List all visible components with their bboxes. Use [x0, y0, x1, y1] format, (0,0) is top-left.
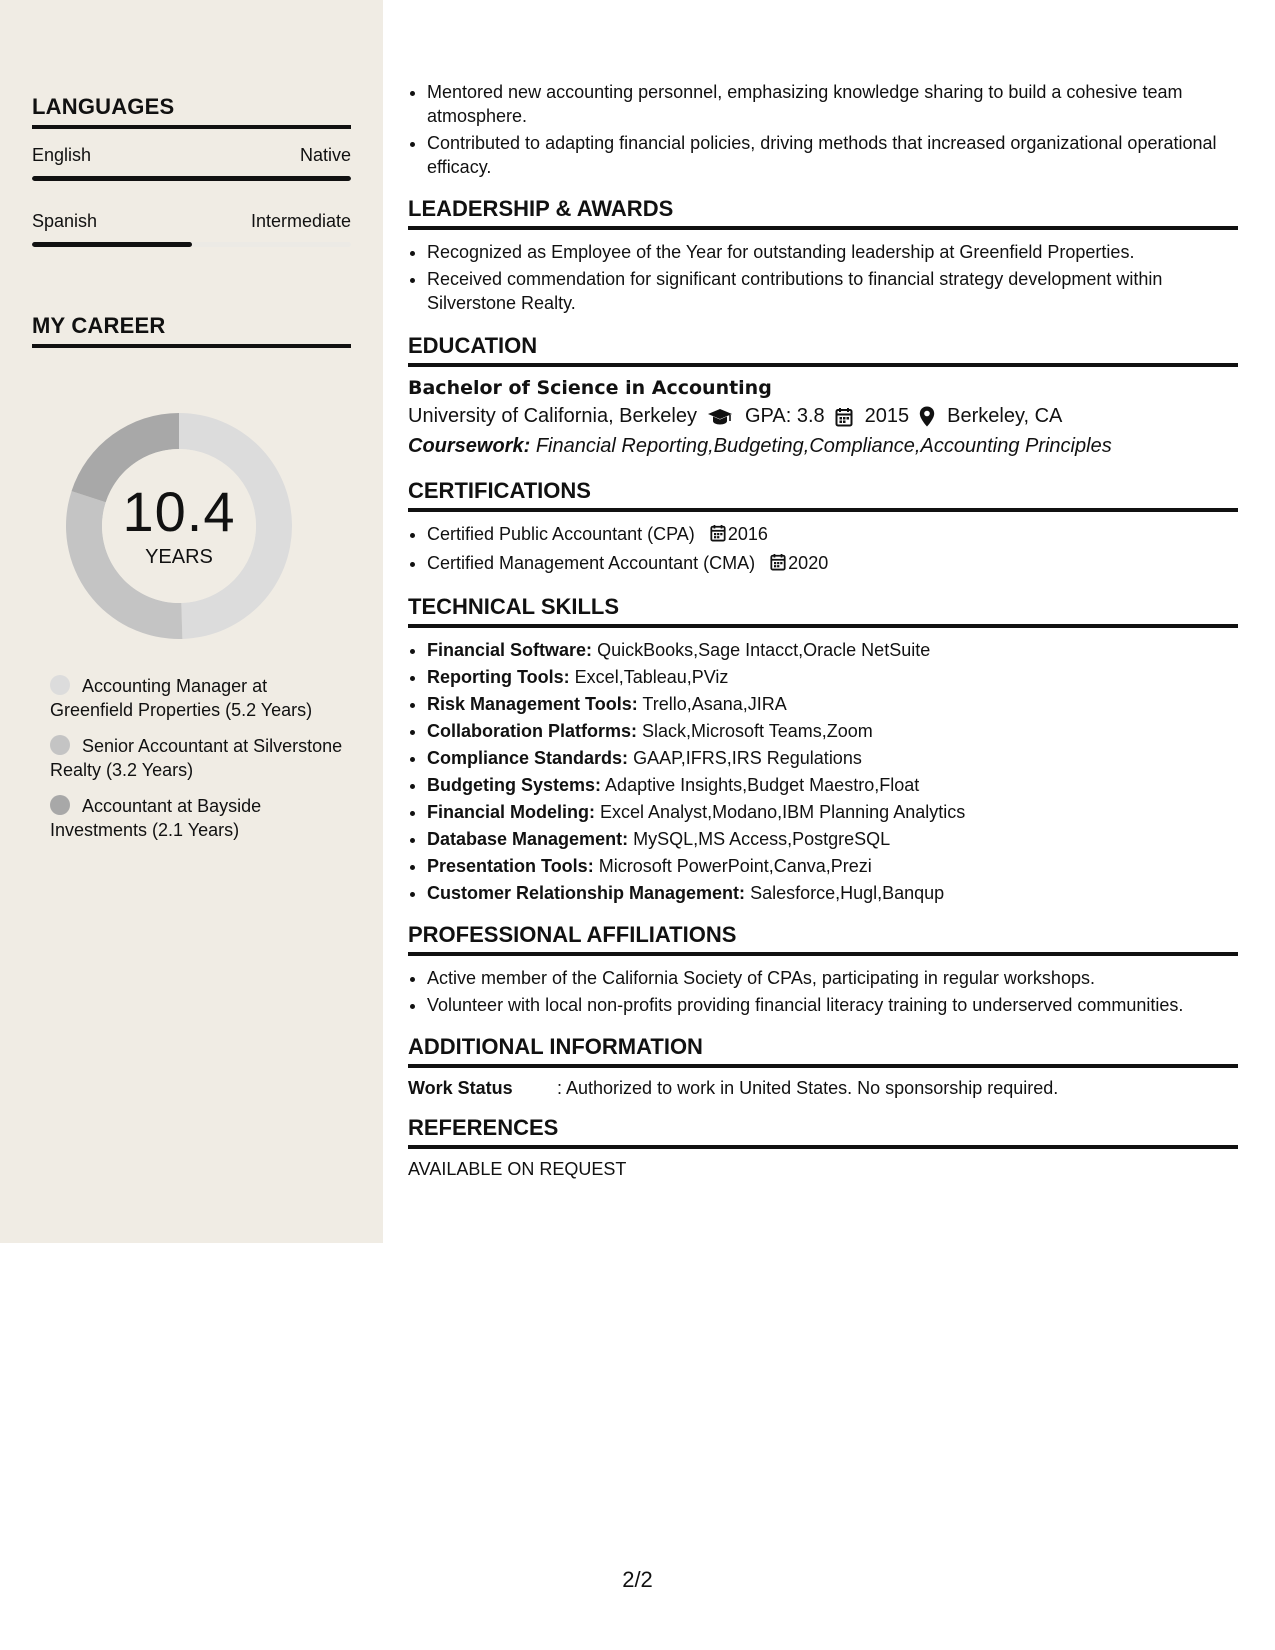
leadership-item: • Received commendation for significant contributions to financial strategy development within Silverstone Realty. [427, 267, 1238, 315]
certification-name: Certified Management Accountant (CMA) [427, 553, 756, 573]
education-heading: EDUCATION [408, 333, 1238, 367]
experience-bullets [408, 80, 1238, 179]
language-proficiency-fill [32, 176, 351, 181]
references-heading: REFERENCES [408, 1115, 1238, 1149]
skill-label: Budgeting Systems: [427, 775, 602, 795]
education-coursework [408, 435, 1238, 458]
language-proficiency-fill [32, 242, 192, 247]
affiliation-item: • Active member of the California Society of CPAs, participating in regular workshops. [427, 966, 1238, 990]
skill-value: GAAP,IFRS,IRS Regulations [633, 748, 862, 768]
skill-item [427, 800, 1238, 824]
location-pin-icon [919, 406, 935, 427]
affiliations-list [408, 966, 1238, 1017]
calendar-icon [770, 553, 786, 577]
certification-name: Certified Public Accountant (CPA) [427, 524, 695, 544]
career-legend-item [50, 794, 350, 842]
work-status-value: : Authorized to work in United States. No sponsorship required. [557, 1078, 1059, 1098]
leadership-heading: LEADERSHIP & AWARDS [408, 196, 1238, 230]
career-donut-chart [66, 413, 292, 639]
language-name: English [32, 145, 92, 165]
skill-label: Collaboration Platforms: [427, 721, 638, 741]
calendar-icon [710, 524, 726, 548]
coursework-label: Coursework: [408, 435, 531, 457]
references-text: AVAILABLE ON REQUEST [408, 1159, 627, 1179]
affiliation-item: • Volunteer with local non-profits providing financial literacy training to underserved communities. [427, 993, 1238, 1017]
certification-year: 2020 [788, 553, 829, 573]
language-level: Intermediate [250, 211, 351, 231]
language-proficiency-bar [32, 176, 351, 181]
skill-item [427, 827, 1238, 851]
skill-label: Financial Modeling: [427, 802, 596, 822]
skill-value: Slack,Microsoft Teams,Zoom [642, 721, 873, 741]
language-spanish [32, 211, 351, 247]
additional-info-heading: ADDITIONAL INFORMATION [408, 1034, 1238, 1068]
skill-label: Financial Software: [427, 640, 593, 660]
skills-heading: TECHNICAL SKILLS [408, 594, 1238, 628]
skill-item [427, 881, 1238, 905]
skill-value: Excel,Tableau,PViz [574, 667, 729, 687]
skill-value: Microsoft PowerPoint,Canva,Prezi [598, 856, 872, 876]
skill-item [427, 746, 1238, 770]
skill-label: Customer Relationship Management: [427, 883, 746, 903]
career-legend-item [50, 734, 350, 782]
experience-bullet: • Mentored new accounting personnel, emphasizing knowledge sharing to build a cohesive team atmosphere. [427, 80, 1238, 128]
skill-value: Adaptive Insights,Budget Maestro,Float [605, 775, 920, 795]
sidebar [0, 0, 383, 1243]
language-level: Native [299, 145, 351, 165]
skill-item [427, 665, 1238, 689]
skill-label: Compliance Standards: [427, 748, 629, 768]
education-location: Berkeley, CA [947, 405, 1063, 427]
skill-item [427, 638, 1238, 662]
skill-label: Risk Management Tools: [427, 694, 638, 714]
skill-item [427, 719, 1238, 743]
language-name: Spanish [32, 211, 98, 231]
language-proficiency-bar [32, 242, 351, 247]
education-school: University of California, Berkeley [408, 405, 697, 427]
skill-label: Database Management: [427, 829, 629, 849]
skill-value: MySQL,MS Access,PostgreSQL [633, 829, 891, 849]
career-heading: MY CAREER [32, 313, 351, 348]
certification-year: 2016 [727, 524, 768, 544]
skill-item [427, 773, 1238, 797]
graduation-cap-icon [707, 408, 733, 426]
leadership-item: • Recognized as Employee of the Year for outstanding leadership at Greenfield Properties. [427, 240, 1238, 264]
page-number: 2/2 [622, 1567, 653, 1592]
language-english [32, 145, 351, 181]
skill-item [427, 692, 1238, 716]
skill-value: Trello,Asana,JIRA [642, 694, 787, 714]
career-legend [50, 674, 350, 854]
sidebar-content [32, 0, 351, 348]
career-item-label: Accountant at Bayside Investments (2.1 Years) [50, 796, 262, 840]
legend-dot [50, 675, 70, 695]
skill-label: Presentation Tools: [427, 856, 594, 876]
certification-item [427, 551, 1238, 577]
career-years-unit: YEARS [145, 545, 213, 568]
calendar-icon [835, 407, 853, 427]
experience-bullet: • Contributed to adapting financial policies, driving methods that increased organizational operational efficacy. [427, 131, 1238, 179]
skill-item [427, 854, 1238, 878]
languages-heading: LANGUAGES [32, 94, 351, 129]
coursework-value: Financial Reporting,Budgeting,Compliance,Accounting Principles [535, 435, 1112, 457]
legend-dot [50, 735, 70, 755]
main-content [408, 0, 1238, 1180]
affiliations-heading: PROFESSIONAL AFFILIATIONS [408, 922, 1238, 956]
career-total-years: 10.4 [122, 479, 236, 543]
education-degree: Bachelor of Science in Accounting [408, 377, 772, 399]
skills-list [408, 638, 1238, 905]
certifications-heading: CERTIFICATIONS [408, 478, 1238, 512]
education-details [408, 405, 1238, 428]
certification-item [427, 522, 1238, 548]
skill-value: QuickBooks,Sage Intacct,Oracle NetSuite [597, 640, 931, 660]
career-item-label: Senior Accountant at Silverstone Realty (3.2 Years) [50, 736, 343, 780]
skill-label: Reporting Tools: [427, 667, 570, 687]
work-status [408, 1078, 1238, 1099]
certifications-list [408, 522, 1238, 577]
skill-value: Salesforce,Hugl,Banqup [750, 883, 945, 903]
career-item-label: Accounting Manager at Greenfield Properties (5.2 Years) [50, 676, 313, 720]
education-gpa: GPA: 3.8 [745, 405, 825, 427]
education-year: 2015 [864, 405, 910, 427]
work-status-label: Work Status [408, 1078, 513, 1098]
skill-value: Excel Analyst,Modano,IBM Planning Analytics [600, 802, 966, 822]
career-legend-item [50, 674, 350, 722]
legend-dot [50, 795, 70, 815]
leadership-list [408, 240, 1238, 315]
